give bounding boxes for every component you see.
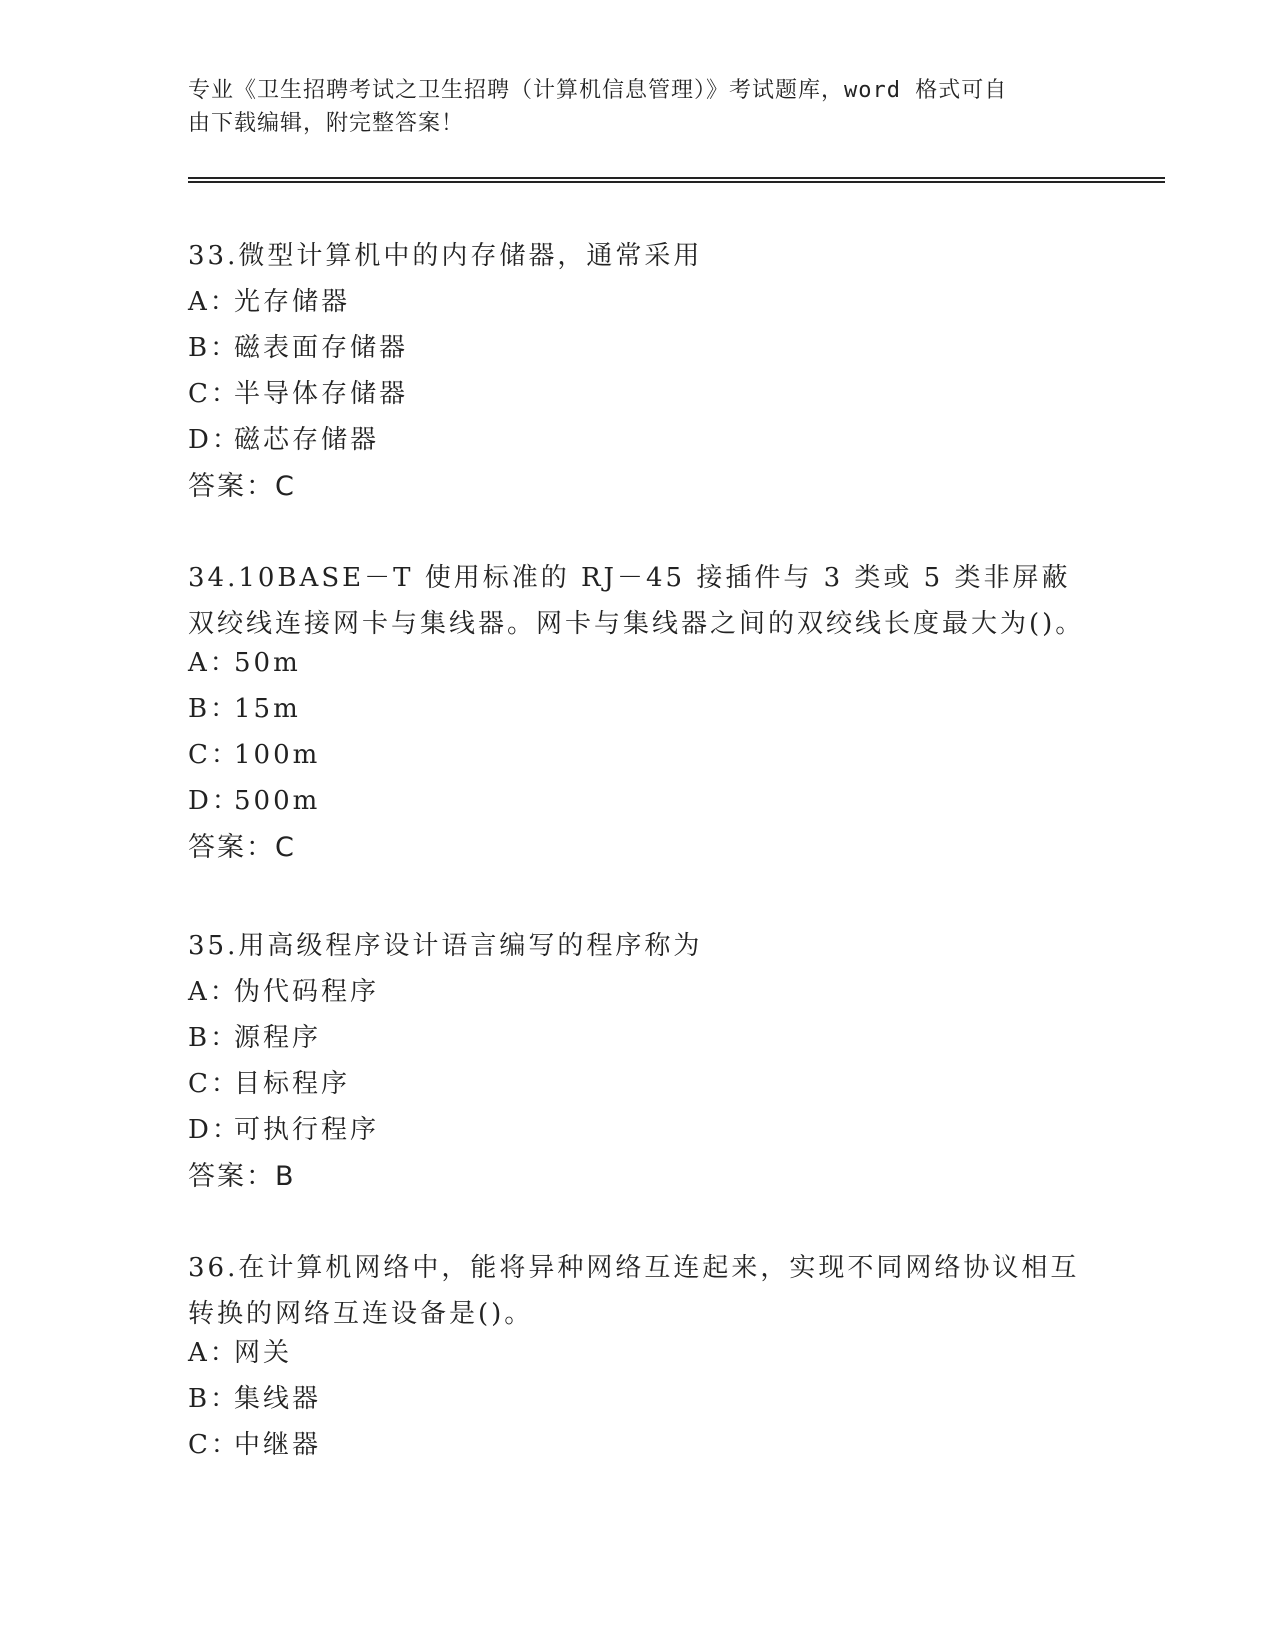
option-text: 半导体存储器 xyxy=(234,379,409,409)
option-a xyxy=(188,1337,1168,1383)
option-key: C： xyxy=(188,740,240,770)
option-key: D： xyxy=(188,425,241,455)
option-c xyxy=(188,739,1168,785)
option-a xyxy=(188,976,1168,1022)
option-text: 网关 xyxy=(234,1338,293,1368)
intro-line-1: 专业《卫生招聘考试之卫生招聘（计算机信息管理）》考试题库，word 格式可自 xyxy=(188,78,1008,103)
question-36 xyxy=(188,1252,1168,1475)
option-b xyxy=(188,332,1168,378)
option-key: C： xyxy=(188,1430,240,1460)
question-stem: 34.10BASE－T 使用标准的 RJ－45 接插件与 3 类或 5 类非屏蔽双绞线连接网卡与集线器。网卡与集线器之间的双绞线长度最大为()。 xyxy=(188,563,1085,639)
option-c xyxy=(188,1429,1168,1475)
option-key: D： xyxy=(188,786,241,816)
option-text: 目标程序 xyxy=(234,1069,351,1099)
document-intro xyxy=(188,74,1088,140)
option-text: 集线器 xyxy=(234,1384,322,1414)
question-stem: 36.在计算机网络中，能将异种网络互连起来，实现不同网络协议相互转换的网络互连设备是()。 xyxy=(188,1253,1080,1329)
option-d xyxy=(188,424,1168,470)
option-d xyxy=(188,785,1168,831)
header-divider xyxy=(188,177,1165,183)
intro-line-2: 由下载编辑，附完整答案！ xyxy=(188,111,465,136)
option-text: 伪代码程序 xyxy=(234,977,380,1007)
option-b xyxy=(188,1383,1168,1429)
option-key: D： xyxy=(188,1115,241,1145)
answer-line: 答案：B xyxy=(188,1161,296,1192)
question-33 xyxy=(188,240,1168,503)
question-35 xyxy=(188,930,1168,1193)
option-key: B： xyxy=(188,1384,240,1414)
option-text: 光存储器 xyxy=(234,287,351,317)
option-text: 500m xyxy=(234,786,321,816)
option-b xyxy=(188,693,1168,739)
option-text: 磁芯存储器 xyxy=(234,425,380,455)
option-key: A： xyxy=(188,1338,239,1368)
option-c xyxy=(188,378,1168,424)
option-text: 中继器 xyxy=(234,1430,322,1460)
option-key: A： xyxy=(188,977,239,1007)
option-a xyxy=(188,647,1168,693)
option-text: 50m xyxy=(234,648,301,678)
answer-line: 答案：C xyxy=(188,832,296,863)
option-key: C： xyxy=(188,1069,240,1099)
option-d xyxy=(188,1114,1168,1160)
option-text: 源程序 xyxy=(234,1023,322,1053)
question-stem: 35.用高级程序设计语言编写的程序称为 xyxy=(188,931,703,961)
question-34 xyxy=(188,562,1168,864)
option-text: 磁表面存储器 xyxy=(234,333,409,363)
option-a xyxy=(188,286,1168,332)
option-key: B： xyxy=(188,694,240,724)
option-text: 100m xyxy=(234,740,321,770)
question-stem: 33.微型计算机中的内存储器，通常采用 xyxy=(188,241,703,271)
option-key: B： xyxy=(188,1023,240,1053)
option-b xyxy=(188,1022,1168,1068)
option-key: C： xyxy=(188,379,240,409)
option-key: B： xyxy=(188,333,240,363)
option-key: A： xyxy=(188,287,239,317)
option-key: A： xyxy=(188,648,239,678)
option-c xyxy=(188,1068,1168,1114)
answer-line: 答案：C xyxy=(188,471,296,502)
option-text: 15m xyxy=(234,694,301,724)
option-text: 可执行程序 xyxy=(234,1115,380,1145)
